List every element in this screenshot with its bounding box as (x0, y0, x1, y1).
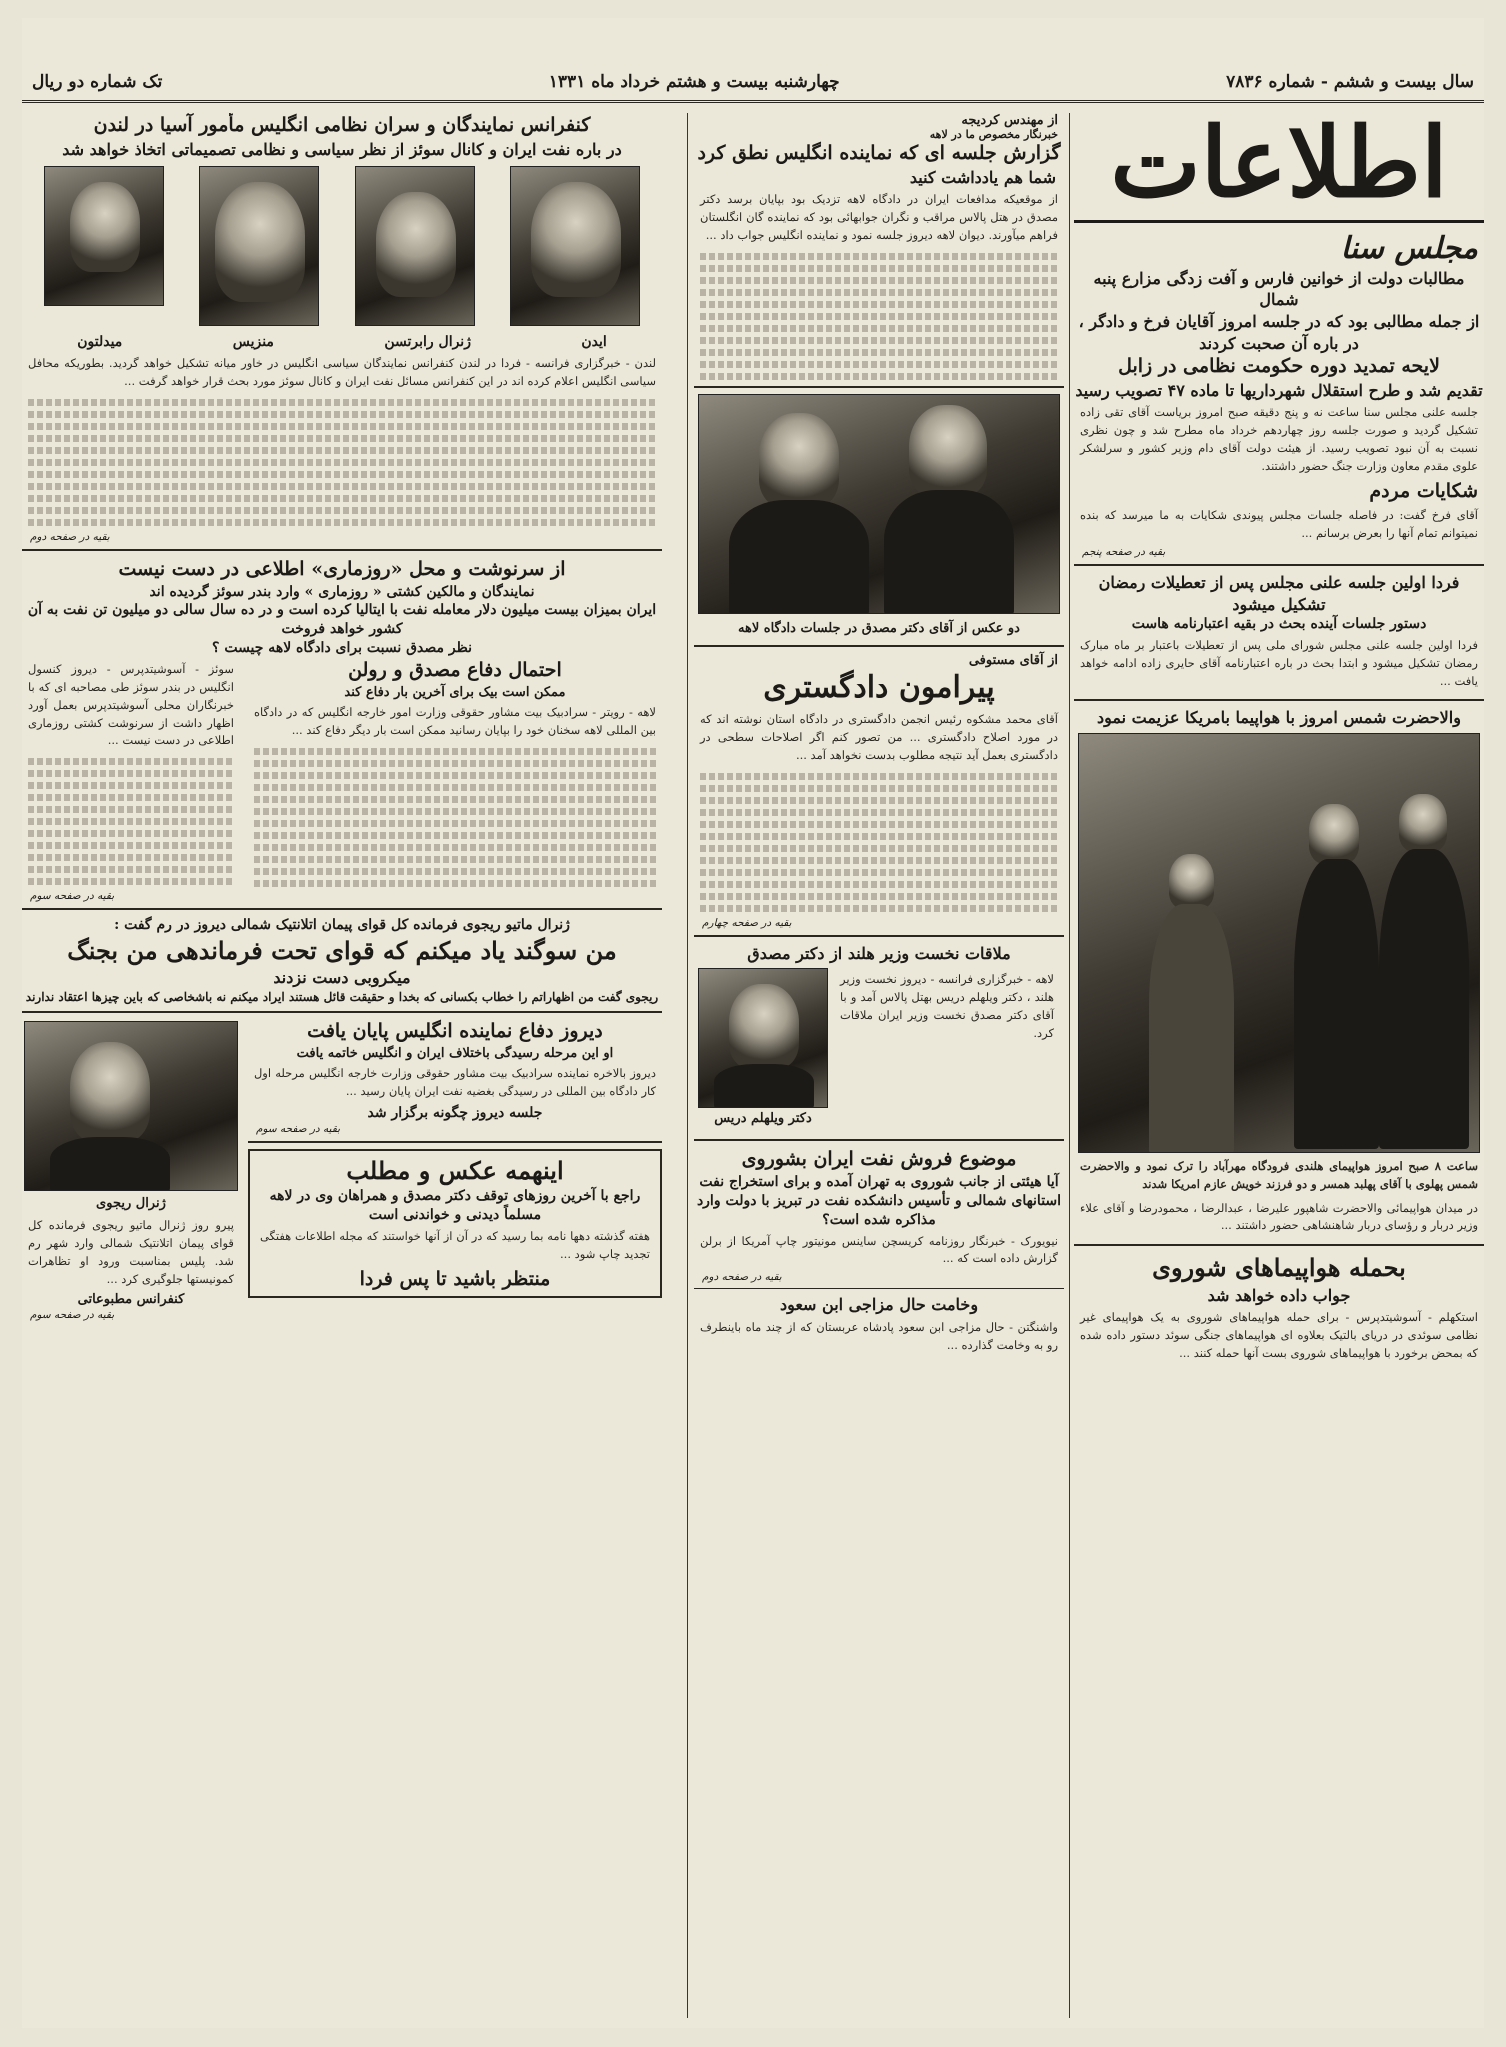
person-figure (909, 405, 987, 497)
next-session-sub: دستور جلسات آینده بحث در بقیه اعتبارنامه هاست (1131, 616, 1427, 633)
shams-title: والاحضرت شمس امروز با هواپیما بامریکا عزیمت نمود (1097, 708, 1461, 728)
text-lines (22, 399, 662, 526)
ridgway-title: ژنرال ماتیو ریجوی فرمانده کل قوای پیمان اتلانتیک شمالی دیروز در رم گفت : (114, 917, 570, 934)
rosemary-block (22, 658, 240, 902)
column-rule (1069, 113, 1070, 2018)
face-figure (376, 192, 456, 297)
meeting-title: ملاقات نخست وزیر هلند از دکتر مصدق (747, 943, 1011, 963)
divider (694, 935, 1064, 937)
person-figure (729, 500, 869, 614)
meeting-body: لاهه - خبرگزاری فرانسه - دیروز نخست وزیر هلند ، دکتر ویلهلم دریس بهتل پالاس آمد و با آقای دکتر مصدق نخست وزیر ایران ملاقات کرد. (840, 972, 1054, 1040)
next-session-body: فردا اولین جلسه علنی مجلس شورای ملی پس از تعطیلات باعتبار بر ماه مبارک رمضان تشکیل میشود و ابتدا بحث در باره اعتبارنامه آقای حایری زاده ادامه خواهد یافت ... (1080, 638, 1478, 688)
shams-body: در میدان هواپیمائی والاحضرت شاهپور علیرضا ، عبدالرضا ، محمودرضا و آقای علاء وزیر دربار و رؤسای دربار شاهنشاهی حضور داشتند ... (1080, 1200, 1478, 1233)
justice-body: آقای محمد مشکوه رئیس انجمن دادگستری در دادگاه استان نوشته اند که در مورد اصلاح دادگستری ... من تصور کنم اگر اصلاحات سطحی در دادگستری بعمل آید نتیجه مطلوب بدست نخواهد آمد ... (700, 712, 1058, 762)
ridgway-caption: ژنرال ریجوی (96, 1196, 166, 1212)
complaint-body: آقای فرخ گفت: در فاصله جلسات مجلس پیوندی شکایات به ما میرسد که بنده نمیتوانم تمام آنها را بعرض برسانم ... (1080, 508, 1478, 541)
person-figure (1294, 859, 1379, 1149)
dries-caption: دکتر ویلهلم دریس (714, 1111, 812, 1127)
person-figure (884, 490, 1014, 614)
face-figure (70, 182, 140, 272)
mossadegh-photo (698, 394, 1060, 614)
newspaper-page (22, 18, 1484, 2028)
divider (22, 908, 662, 910)
rosemary-sub-2: ایران بمیزان بیست میلیون دلار معامله نفت با ایتالیا کرده است و در ده سال سالی دو میلیون تن نفت به آن کشور خواهد فروخت (27, 602, 657, 638)
rosemary-continued: بقیه در صفحه سوم (30, 890, 115, 903)
ridgway-quote: من سوگند یاد میکنم که قوای تحت فرماندهی من بجنگ (67, 936, 617, 966)
hague-title: گزارش جلسه ای که نماینده انگلیس نطق کرد (697, 142, 1061, 164)
caption-menzies: منزیس (232, 334, 274, 351)
divider (22, 1011, 662, 1013)
complaint-title: شکایات مردم (1369, 479, 1478, 502)
ridgway-sub-2: ریجوی گفت من اظهاراتم را خطاب بکسانی که بخدا و حقیقت قائل هستند ایراد میکنم نه باشخاصی که باین چیزها اعتقاد ندارند (25, 990, 659, 1004)
senate-section-title: مجلس سنا (1340, 230, 1478, 266)
column-rule (687, 113, 688, 2018)
person-figure (1379, 849, 1469, 1149)
defense-block (248, 658, 662, 902)
hague-body: از موقعیکه مدافعات ایران در دادگاه لاهه تزدیک بود بپایان برسد دکتر مصدق در هتل پالاس مراقب و نگران جوابهائی بود که نماینده گان انگلستان فراهم میآورند. دیوان لاهه دیروز جلسه نمود و نماینده انگلیس جواب داد ... (700, 192, 1058, 242)
dries-photo (698, 968, 828, 1108)
portrait-row (22, 160, 662, 332)
person-figure (50, 1137, 170, 1191)
top-info-bar (22, 63, 1484, 103)
next-session-title: فردا اولین جلسه علنی مجلس پس از تعطیلات رمضان تشکیل میشود (1098, 572, 1460, 614)
conference-title: کنفرانس نمایندگان و سران نظامی انگلیس مأمور آسیا در لندن (93, 114, 591, 136)
defense-title: احتمال دفاع مصدق و رولن (348, 659, 562, 682)
justice-continued: بقیه در صفحه چهارم (702, 916, 792, 929)
caption-middleton: میدلتون (77, 334, 123, 351)
conference-sub: در باره نفت ایران و کانال سوئز از نظر سیاسی و نظامی تصمیماتی اتخاذ خواهد شد (62, 139, 622, 159)
divider (694, 1139, 1064, 1141)
oil-body: نیویورک - خبرنگار روزنامه کریسچن ساینس مونیتور چاپ آمریکا از برلن گزارش داده است که ... (700, 1233, 1058, 1266)
conference-body: لندن - خبرگزاری فرانسه - فردا در لندن کنفرانس نمایندگان سیاسی انگلیس در خاور میانه تشکیل خواهد گردید. بطوریکه محافل سیاسی انگلیس اعلام کرده اند در این کنفرانس مسائل نفت ایران و کانال سوئز مورد بحث قرار خواهد گرفت ... (28, 356, 656, 389)
senate-headline-2: از جمله مطالبی بود که در جلسه امروز آقایان فرخ و دادگر ، در باره آن صحبت کردند (1078, 311, 1480, 353)
oil-sub: آیا هیئتی از جانب شوروی به تهران آمده و برای استخراج نفت استانهای شمالی و تأسیس دانشکده نفت در تبریز با دولت وارد مذاکره شده است؟ (696, 1173, 1062, 1228)
senate-headline-4: تقدیم شد و طرح استقلال شهرداریها تا ماده ۴۷ تصویب رسید (1075, 380, 1483, 400)
ibnsaud-body: واشنگتن - حال مزاجی ابن سعود پادشاه عربستان که از چند ماه باینطرف رو به وخامت گذارده ... (700, 1319, 1058, 1352)
senate-body: جلسه علنی مجلس سنا ساعت نه و پنج دقیقه صبح امروز بریاست آقای تقی زاده تشکیل گردید و صورت جلسه روز چهاردهم خرداد ماه مطرح شد و چون نظری نسبت به آن نبود تصویب رسید. از هیئت دولت آقای دام وزیر کشور و سرلشکر علوی مقدم معاون وزارت جنگ حضور داشتند. (1080, 405, 1478, 473)
two-col-block (22, 658, 662, 902)
text-lines (694, 253, 1064, 380)
issue-date: چهارشنبه بیست و هشتم خرداد ماه ۱۳۳۱ (548, 71, 840, 92)
shams-caption: ساعت ۸ صبح امروز هواپیمای هلندی فرودگاه مهرآباد را ترک نمود و والاحضرت شمس پهلوی با آقای پهلبد همسر و دو فرزند خویش عازم امریکا شدند (1080, 1159, 1478, 1191)
divider (1074, 699, 1484, 701)
meeting-block (694, 964, 1064, 1133)
rosemary-sub-3: نظر مصدق نسبت برای دادگاه لاهه چیست ؟ (212, 640, 472, 657)
person-figure (759, 413, 839, 508)
caption-robertson: ژنرال رابرتسن (384, 334, 471, 351)
ad-body: هفته گذشته دهها نامه بما رسید که در آن از آنها خواستند که مجله اطلاعات هفتگی تجدید چاپ شود ... (259, 1229, 650, 1261)
masthead-title: اطلاعات (1074, 113, 1484, 223)
person-figure (1309, 804, 1359, 864)
defense-sub: ممکن است بیک برای آخرین بار دفاع کند (344, 684, 566, 700)
justice-title: پیرامون دادگستری (763, 669, 995, 705)
face-figure (70, 1042, 150, 1142)
conference-continued: بقیه در صفحه دوم (30, 530, 110, 543)
end-continued: بقیه در صفحه سوم (255, 1122, 341, 1135)
reporter-line: خبرنگار مخصوص ما در لاهه (929, 128, 1058, 141)
divider (1074, 564, 1484, 566)
person-figure (729, 984, 799, 1069)
ibnsaud-title: وخامت حال مزاجی ابن سعود (779, 1295, 979, 1315)
right-column (1074, 113, 1484, 2018)
senate-continued: بقیه در صفحه پنجم (1082, 545, 1166, 558)
person-figure (1399, 794, 1447, 852)
ridgway-continued: بقیه در صفحه سوم (30, 1308, 115, 1321)
soviet-body: استکهلم - آسوشیتدپرس - برای حمله هواپیماهای شوروی به یک هواپیمای غیر نظامی سوئدی در دریای بالتیک بعلاوه ای هواپیماهای جنگی سوئد دستور داده شده که بمحض برخورد با هواپیماهای شوروی بست آنها حمله کنند ... (1080, 1310, 1478, 1360)
ridgway-photo (24, 1021, 238, 1191)
middle-column (694, 113, 1064, 2018)
divider (694, 645, 1064, 647)
text-lines (22, 758, 240, 885)
text-lines (694, 773, 1064, 912)
issue-price: تک شماره دو ریال (32, 71, 163, 92)
rosemary-title: از سرنوشت و محل «روزماری» اطلاعی در دست نیست (118, 557, 566, 580)
oil-title: موضوع فروش نفت ایران بشوروی (741, 1148, 1017, 1171)
senate-headline-3: لایحه تمدید دوره حکومت نظامی در زابل (1118, 355, 1440, 378)
ridgway-sub: میکروبی دست نزدند (273, 968, 411, 988)
portrait-menzies (199, 166, 319, 326)
divider (248, 1141, 662, 1143)
face-figure (531, 182, 621, 297)
soviet-title: بحمله هواپیماهای شوروی (1152, 1253, 1406, 1283)
person-figure (714, 1064, 814, 1108)
oil-continued: بقیه در صفحه دوم (702, 1271, 782, 1284)
divider (1074, 1244, 1484, 1246)
defense-body: لاهه - رویتر - سرادبیک بیت مشاور حقوقی وزارت امور خارجه انگلیس که در دادگاه بین المللی لاهه سخنان خود را بپایان رسانید ممکن است بار دیگر دفاع کند ... (253, 705, 656, 738)
end-sub: او این مرحله رسیدگی باختلاف ایران و انگلیس خاتمه یافت (296, 1045, 614, 1061)
end-block (248, 1019, 662, 1321)
ridgway-tail: کنفرانس مطبوعاتی (77, 1292, 185, 1308)
left-column (22, 113, 662, 2018)
airport-photo (1078, 733, 1480, 1153)
author-line: از مهندس کردیجه (961, 113, 1058, 128)
senate-headline-1: مطالبات دولت از خوانین فارس و آفت زدگی مزارع پنبه شمال (1093, 268, 1465, 310)
person-figure (1149, 904, 1234, 1153)
portrait-captions (22, 332, 662, 352)
lower-block (22, 1019, 662, 1321)
ridgway-block (22, 1019, 240, 1321)
person-figure (1169, 854, 1214, 909)
issue-info: سال بیست و ششم - شماره ۷۸۳۶ (1226, 71, 1474, 92)
rosemary-sub-1: نمایندگان و مالکین کشتی « روزماری » وارد بندر سوئز گردیده اند (149, 583, 535, 600)
rosemary-body: سوئز - آسوشیتدپرس - دیروز کنسول انگلیس در بندر سوئز طی مصاحبه ای که با خبرنگاران محلی آسوشیتدپرس بعمل آورد اظهار داشت از سرنوشت کشتی روزماری اطلاعی در دست نیست ... (28, 662, 234, 748)
portrait-robertson (355, 166, 475, 326)
portrait-middleton (44, 166, 164, 306)
text-lines (248, 748, 662, 887)
divider (694, 1288, 1064, 1289)
ridgway-body: پیرو روز ژنرال ماتیو ریجوی فرمانده کل قوای پیمان اتلانتیک شمالی وارد شهر رم شد. پلیس بمناسبت ورود او تظاهرات کمونیستها جلوگیری کرد ... (28, 1218, 234, 1286)
portrait-eden (510, 166, 640, 326)
ad-box (248, 1149, 662, 1298)
end-sub-2: جلسه دیروز چگونه برگزار شد (367, 1105, 543, 1121)
meeting-photo-wrap (698, 968, 828, 1129)
soviet-sub: جواب داده خواهد شد (1207, 1285, 1351, 1305)
divider (22, 549, 662, 551)
ad-footer: منتظر باشید تا پس فردا (359, 1267, 551, 1290)
end-title: دیروز دفاع نماینده انگلیس پایان یافت (307, 1020, 603, 1043)
mossadegh-photo-caption: دو عکس از آقای دکتر مصدق در جلسات دادگاه لاهه (738, 620, 1020, 636)
divider (694, 386, 1064, 388)
caption-eden: ایدن (581, 334, 607, 351)
mostowfi-line: از آقای مستوفی (968, 652, 1058, 668)
face-figure (215, 182, 305, 302)
ad-title: اینهمه عکس و مطلب (346, 1155, 564, 1185)
end-body: دیروز بالاخره نماینده سرادبیک بیت مشاور حقوقی وزارت خارجه انگلیس مرحله اول کار دادگاه بین المللی در رسیدگی بغضیه نفت ایران پایان رسید ... (253, 1066, 656, 1099)
ad-sub: راجع با آخرین روزهای توقف دکتر مصدق و همراهان وی در لاهه مسلماً دیدنی و خواندنی است (269, 1188, 641, 1224)
hague-sub: شما هم یادداشت کنید (909, 167, 1056, 187)
